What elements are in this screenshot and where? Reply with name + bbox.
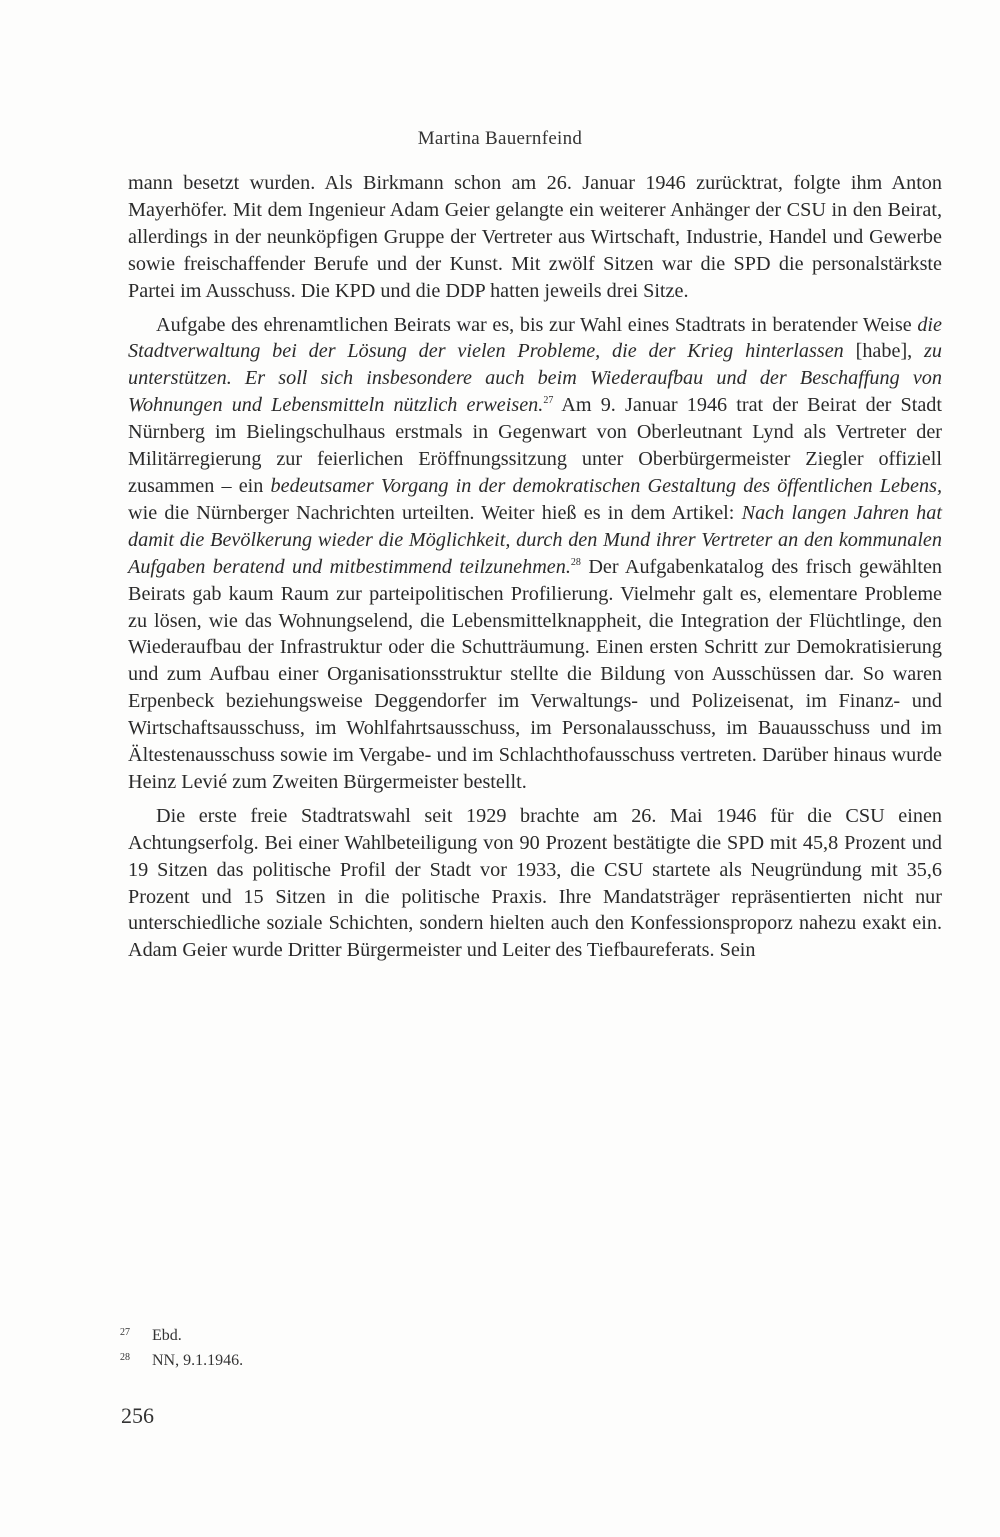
footnote-ref-27[interactable]: 27 — [543, 395, 554, 407]
footnote-text: NN, 9.1.1946. — [152, 1352, 244, 1369]
quote-1: die Stadtverwaltung bei der Lösung der vielen Probleme, die der Krieg hinterlassen — [128, 313, 942, 363]
quote-3: bedeutsamer Vorgang in der demokratischen Gestaltung des öffentlichen Lebens, — [270, 474, 942, 497]
paragraph-2-text-2: [habe], — [843, 340, 925, 363]
paragraph-2 — [128, 312, 942, 796]
running-head: Martina Bauernfeind — [417, 128, 583, 149]
body-text — [128, 170, 942, 964]
footnotes — [120, 1324, 940, 1374]
quote-4: Nach langen Jahren hat damit die Bevölkerung wieder die Möglichkeit, durch den Mund ihrer Vertreter an den kommunalen Aufgaben beratend und mitbestimmend teilzunehmen. — [128, 501, 942, 578]
paragraph-2-text-1: Aufgabe des ehrenamtlichen Beirats war es, bis zur Wahl eines Stadtrats in beratender Weise — [156, 313, 918, 336]
footnote-number: 27 — [120, 1327, 130, 1338]
paragraph-2-text-3: Am 9. Januar 1946 trat der Beirat der Stadt Nürnberg im Bielingschulhaus erstmals in Gegenwart von Oberleutnant Lynd als Vertreter der Militärregierung zur feierlichen Eröffnungssitzung unter Oberbürgermeister Ziegler offiziell zusammen – ein — [128, 394, 942, 497]
footnote-ref-28[interactable]: 28 — [570, 556, 581, 568]
footnote-number: 28 — [120, 1352, 130, 1363]
paragraph-2-text-5: Der Aufgabenkatalog des frisch gewählten Beirats gab kaum Raum zur parteipolitischen Profilierung. Vielmehr galt es, elementare Probleme zu lösen, wie das Wohnungselend, die Lebensmittelknappheit, die Integration der Flüchtlinge, den Wiederaufbau der Infrastruktur oder die Schutträumung. Einen ersten Schritt zur Demokratisierung und zum Aufbau einer Organisationsstruktur stellte die Bildung von Ausschüssen dar. So waren Erpenbeck beziehungsweise Deggendorfer im Verwaltungs- und Polizeisenat, im Finanz- und Wirtschaftsausschuss, im Wohlfahrtsausschuss, im Personalausschuss, im Bauausschuss und im Ältestenausschuss sowie im Vergabe- und im Schlachthofausschuss vertreten. Darüber hinaus wurde Heinz Levié zum Zweiten Bürgermeister bestellt. — [128, 555, 942, 793]
paragraph-3: Die erste freie Stadtratswahl seit 1929 brachte am 26. Mai 1946 für die CSU einen Achtungserfolg. Bei einer Wahlbeteiligung von 90 Prozent bestätigte die SPD mit 45,8 Prozent und 19 Sitzen das politische Profil der Stadt vor 1933, die CSU startete als Neugründung mit 35,6 Prozent und 15 Sitzen in die politische Praxis. Ihre Mandatsträger repräsentierten nicht nur unterschiedliche soziale Schichten, sondern hielten auch den Konfessionsproporz nahezu exakt ein. Adam Geier wurde Dritter Bürgermeister und Leiter des Tiefbaureferats. Sein — [128, 804, 942, 962]
footnote-28 — [120, 1349, 940, 1374]
quote-2: zu unterstützen. Er soll sich insbesondere auch beim Wiederaufbau und der Beschaffung von Wohnungen und Lebensmitteln nützlich erweisen. — [128, 340, 942, 417]
paragraph-2-text-4: wie die Nürnberger Nachrichten urteilten. Weiter hieß es in dem Artikel: — [128, 501, 742, 524]
footnote-text: Ebd. — [152, 1327, 182, 1344]
footnote-27 — [120, 1324, 940, 1349]
page-number: 256 — [121, 1403, 154, 1428]
paragraph-1: mann besetzt wurden. Als Birkmann schon am 26. Januar 1946 zurücktrat, folgte ihm Anton Mayerhöfer. Mit dem Ingenieur Adam Geier gelangte ein weiterer Anhänger der CSU in den Beirat, allerdings in der neunköpfigen Gruppe der Vertreter aus Wirtschaft, Industrie, Handel und Gewerbe sowie freischaffender Berufe und der Kunst. Mit zwölf Sitzen war die SPD die personalstärkste Partei im Ausschuss. Die KPD und die DDP hatten jeweils drei Sitze. — [128, 172, 942, 302]
